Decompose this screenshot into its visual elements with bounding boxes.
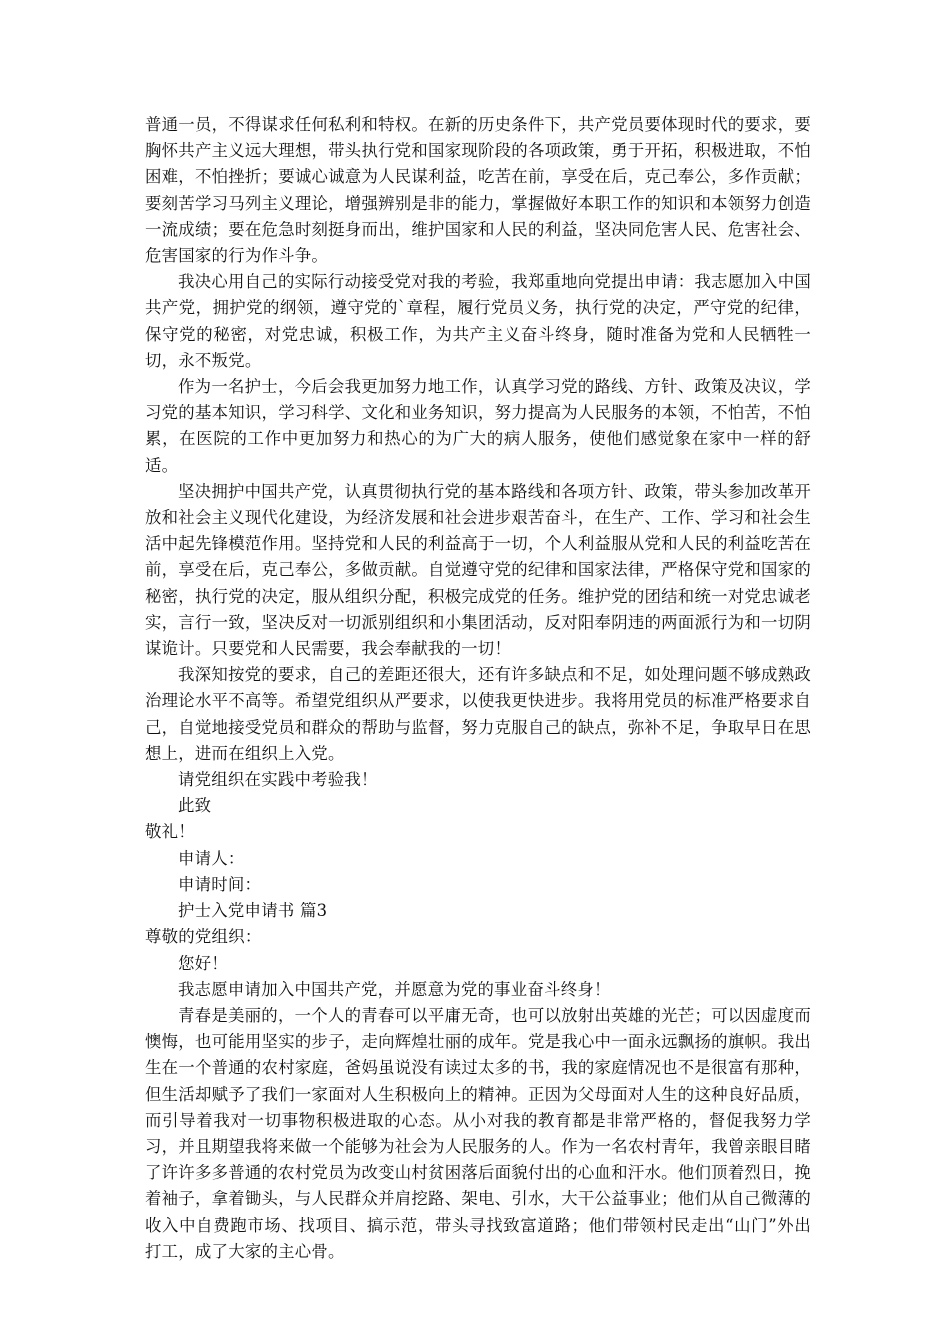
applicant-line: 申请人： [178,848,245,868]
paragraph: 我志愿申请加入中国共产党，并愿意为党的事业奋斗终身！ [178,979,611,999]
paragraph: 作为一名护士，今后会我更加努力地工作，认真学习党的路线、方针、政策及决议，学习党的基本知识，学习科学、文化和业务知识，努力提高为人民服务的本领，不怕苦，不怕累，在医院的工作中更加努力和热心的为广大的病人服务，使他们感觉象在家中一样的舒适。 [145,377,811,475]
paragraph: 我决心用自己的实际行动接受党对我的考验，我郑重地向党提出申请：我志愿加入中国共产党，拥护党的纲领，遵守党的`章程，履行党员义务，执行党的决定，严守党的纪律，保守党的秘密，对党忠诚，积极工作，为共产主义奋斗终身，随时准备为党和人民牺牲一切，永不叛党。 [145,272,811,370]
regards-line: 敬礼！ [145,822,195,842]
addressee-line: 尊敬的党组织： [145,927,262,947]
salutation-line: 此致 [178,796,212,816]
document-body [145,112,811,1265]
paragraph: 坚决拥护中国共产党，认真贯彻执行党的基本路线和各项方针、政策，带头参加改革开放和社会主义现代化建设，为经济发展和社会进步艰苦奋斗，在生产、工作、学习和社会生活中起先锋模范作用。坚持党和人民的利益高于一切，个人利益服从党和人民的利益吃苦在前，享受在后，克己奉公，多做贡献。自觉遵守党的纪律和国家法律，严格保守党和国家的秘密，执行党的决定，服从组织分配，积极完成党的任务。维护党的团结和统一对党忠诚老实，言行一致，坚决反对一切派别组织和小集团活动，反对阳奉阴违的两面派行为和一切阴谋诡计。只要党和人民需要，我会奉献我的一切！ [145,481,811,659]
paragraph: 普通一员，不得谋求任何私利和特权。在新的历史条件下，共产党员要体现时代的要求，要胸怀共产主义远大理想，带头执行党和国家现阶段的各项政策，勇于开拓，积极进取，不怕困难，不怕挫折；要诚心诚意为人民谋利益，吃苦在前，享受在后，克己奉公，多作贡献；要刻苦学习马列主义理论，增强辨别是非的能力，掌握做好本职工作的知识和本领努力创造一流成绩；要在危急时刻挺身而出，维护国家和人民的利益，坚决同危害人民、危害社会、危害国家的行为作斗争。 [145,115,811,266]
paragraph: 青春是美丽的，一个人的青春可以平庸无奇，也可以放射出英雄的光芒；可以因虚度而懊悔，也可能用坚实的步子，走向辉煌壮丽的成年。党是我心中一面永远飘扬的旗帜。我出生在一个普通的农村家庭，爸妈虽说没有读过太多的书，我的家庭情况也不是很富有那种，但生活却赋予了我们一家面对人生积极向上的精神。正因为父母面对人生的这种良好品质，而引导着我对一切事物积极进取的心态。从小对我的教育都是非常严格的，督促我努力学习，并且期望我将来做一个能够为社会为人民服务的人。作为一名农村青年，我曾亲眼目睹了许许多多普通的农村党员为改变山村贫困落后面貌付出的心血和汗水。他们顶着烈日，挽着袖子，拿着锄头，与人民群众并肩挖路、架电、引水，大干公益事业；他们从自己微薄的收入中自费跑市场、找项目、搞示范，带头寻找致富道路；他们带领村民走出“山门”外出打工，成了大家的主心骨。 [145,1005,811,1261]
closing-request-line: 请党组织在实践中考验我！ [178,770,378,790]
section-heading: 护士入党申请书 篇3 [178,901,328,921]
greeting-line: 您好！ [178,953,228,973]
application-date-line: 申请时间： [178,874,262,894]
paragraph: 我深知按党的要求，自己的差距还很大，还有许多缺点和不足，如处理问题不够成熟政治理论水平不高等。希望党组织从严要求，以使我更快进步。我将用党员的标准严格要求自己，自觉地接受党员和群众的帮助与监督，努力克服自己的缺点，弥补不足，争取早日在思想上，进而在组织上入党。 [145,665,811,763]
